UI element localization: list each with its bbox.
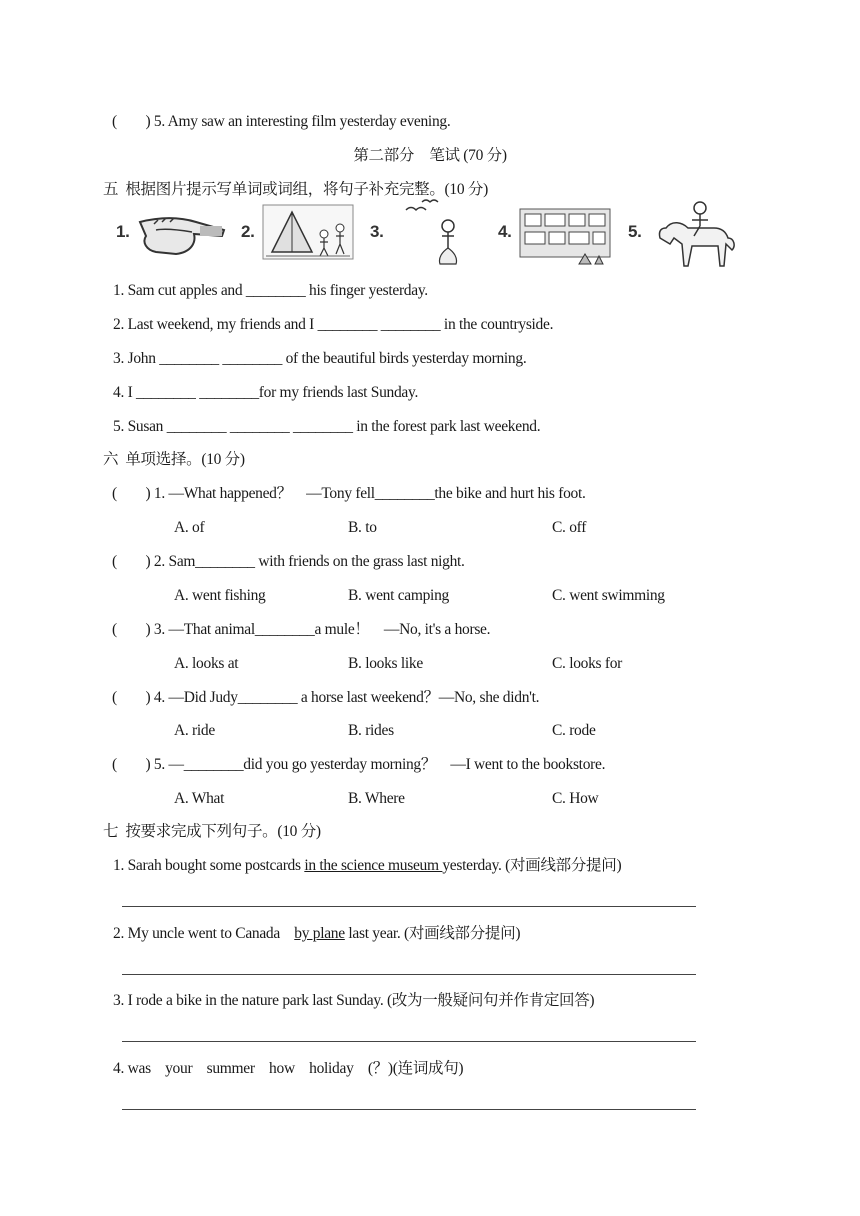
mc-option-3a: A. looks at xyxy=(174,655,239,672)
mc-option-3b: B. looks like xyxy=(348,655,423,672)
mc-option-2a: A. went fishing xyxy=(174,587,266,604)
fill-in-item-1: 1. Sam cut apples and ________ his finger yesterday. xyxy=(113,282,428,299)
horse-riding-icon xyxy=(652,198,738,270)
picture-number-4: 4. xyxy=(498,222,512,241)
rewrite-item-1-text: 1. Sarah bought some postcards xyxy=(113,857,305,874)
section-7-title: 七 按要求完成下列句子。(10 分) xyxy=(103,823,321,840)
listening-item-5: ( ) 5. Amy saw an interesting film yesterday evening. xyxy=(112,113,451,130)
fill-in-item-5: 5. Susan ________ ________ ________ in the forest park last weekend. xyxy=(113,418,541,435)
mc-option-5b: B. Where xyxy=(348,790,405,807)
paper-cutting-icon xyxy=(519,208,611,266)
rewrite-item-2 xyxy=(113,924,520,944)
section-6-title: 六 单项选择。(10 分) xyxy=(103,451,245,468)
rewrite-item-1 xyxy=(113,856,621,876)
fill-in-item-2: 2. Last weekend, my friends and I ________ ________ in the countryside. xyxy=(113,316,554,333)
mc-option-5c: C. How xyxy=(552,790,599,807)
rewrite-item-4: 4. was your summer how holiday (？)(连词成句) xyxy=(113,1060,464,1077)
fill-in-item-4: 4. I ________ ________for my friends last Sunday. xyxy=(113,384,419,401)
rewrite-item-2-instruction: last year. (对画线部分提问) xyxy=(344,925,521,942)
rewrite-item-3: 3. I rode a bike in the nature park last Sunday. (改为一般疑问句并作肯定回答) xyxy=(113,992,595,1009)
part-two-title: 第二部分 笔试 (70 分) xyxy=(353,147,507,164)
answer-line-2[interactable] xyxy=(122,974,696,975)
mc-option-1b: B. to xyxy=(348,519,377,536)
birds-watching-icon xyxy=(398,198,476,266)
mc-question-4: ( ) 4. —Did Judy________ a horse last weekend？—No, she didn't. xyxy=(112,689,540,706)
answer-line-1[interactable] xyxy=(122,906,696,907)
rewrite-item-2-underlined: by plane xyxy=(294,925,345,942)
picture-number-5: 5. xyxy=(628,222,642,241)
fill-in-item-3: 3. John ________ ________ of the beautiful birds yesterday morning. xyxy=(113,350,527,367)
picture-number-3: 3. xyxy=(370,222,384,241)
picture-number-2: 2. xyxy=(241,222,255,241)
mc-option-1c: C. off xyxy=(552,519,587,536)
mc-question-3: ( ) 3. —That animal________a mule！ —No, it's a horse. xyxy=(112,621,491,638)
mc-option-2c: C. went swimming xyxy=(552,587,665,604)
mc-option-4c: C. rode xyxy=(552,722,596,739)
mc-question-1: ( ) 1. —What happened？ —Tony fell________the bike and hurt his foot. xyxy=(112,485,586,502)
mc-question-5: ( ) 5. —________did you go yesterday morning？ —I went to the bookstore. xyxy=(112,756,606,773)
hurt-finger-icon xyxy=(136,208,228,260)
camping-tent-icon xyxy=(262,204,354,260)
answer-line-3[interactable] xyxy=(122,1041,696,1042)
answer-line-4[interactable] xyxy=(122,1109,696,1110)
rewrite-item-2-text: 2. My uncle went to Canada xyxy=(113,925,295,942)
mc-option-1a: A. of xyxy=(174,519,205,536)
picture-number-1: 1. xyxy=(116,222,130,241)
mc-option-4b: B. rides xyxy=(348,722,394,739)
mc-question-2: ( ) 2. Sam________ with friends on the grass last night. xyxy=(112,553,465,570)
rewrite-item-1-underlined: in the science museum xyxy=(304,857,443,874)
mc-option-2b: B. went camping xyxy=(348,587,449,604)
mc-option-5a: A. What xyxy=(174,790,225,807)
mc-option-4a: A. ride xyxy=(174,722,215,739)
rewrite-item-1-instruction: yesterday. (对画线部分提问) xyxy=(442,857,622,874)
mc-option-3c: C. looks for xyxy=(552,655,623,672)
section-5-title: 五 根据图片提示写单词或词组，将句子补充完整。(10 分) xyxy=(103,181,488,198)
